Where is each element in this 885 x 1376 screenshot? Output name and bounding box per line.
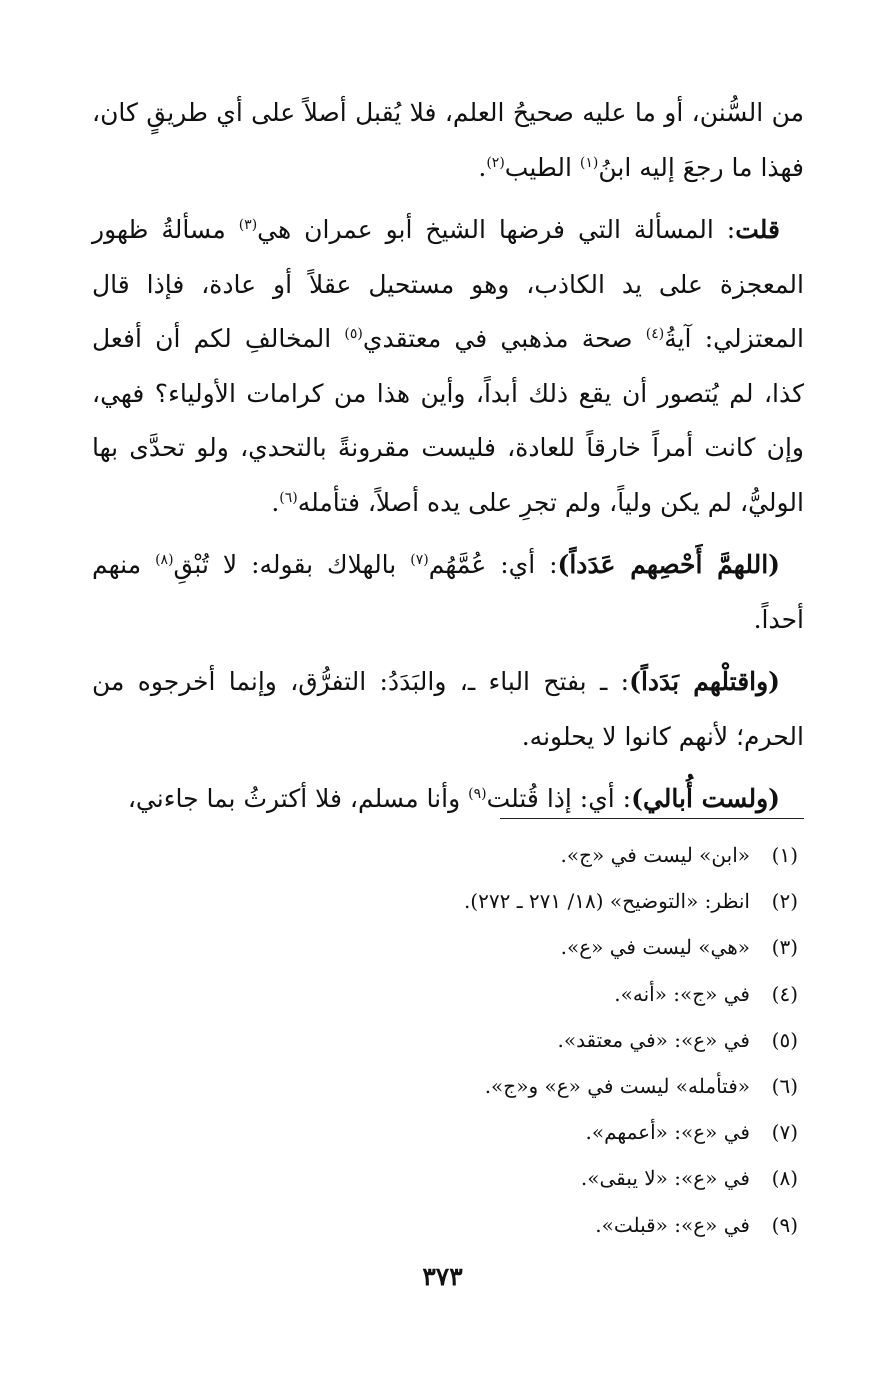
footnote-item <box>92 1202 798 1248</box>
footnote-number: (٥) <box>771 1027 798 1052</box>
bold-lead-text: (ولست أُبالي) <box>631 784 780 813</box>
footnote-number: (١) <box>771 843 798 867</box>
footnote-text: في «ع»: «أعمهم». <box>585 1120 750 1145</box>
text-run: . <box>478 152 487 182</box>
text-run: صحة مذهبي في معتقدي <box>362 324 646 353</box>
footnote-number: (٦) <box>771 1074 798 1099</box>
paragraph <box>92 203 804 530</box>
footnote-item <box>92 1017 798 1063</box>
footnote-item <box>92 878 798 924</box>
footnote-number: (٤) <box>771 981 798 1006</box>
footnote-item <box>92 832 798 878</box>
footnote-separator <box>500 818 804 819</box>
paragraph <box>92 655 804 764</box>
bold-lead-text: (اللهمَّ أَحْصِهم عَدَداً) <box>557 550 780 579</box>
footnote-marker: (٩) <box>468 786 487 802</box>
footnote-item <box>92 1109 798 1155</box>
footnote-number: (٣) <box>771 935 798 960</box>
text-run: مسألةُ ظهور المعجزة على يد الكاذب، وهو مستحيل عقلاً أو عادة، فإذا قال المعتزلي: آيةُ <box>92 215 805 353</box>
text-run: : المسألة التي فرضها الشيخ أبو عمران هي <box>257 215 736 244</box>
footnote-text: «ابن» ليست في «ج». <box>560 843 750 867</box>
footnote-marker: (٥) <box>344 326 363 342</box>
text-run: : أي: عُمَّهُم <box>428 550 558 579</box>
paragraph <box>92 538 804 647</box>
footnote-number: (٧) <box>771 1120 798 1145</box>
footnote-number: (٩) <box>771 1212 798 1237</box>
footnote-item <box>92 1063 798 1109</box>
footnote-number: (٢) <box>771 889 798 914</box>
footnote-marker: (٣) <box>238 217 258 233</box>
text-run: : ـ بفتح الباء ـ، والبَدَدُ: التفرُّق، وإنما أخرجوه من الحرم؛ لأنهم كانوا لا يحلونه. <box>92 667 804 751</box>
bold-lead-text: قلت <box>735 215 781 244</box>
text-run: بالهلاك بقوله: لا تُبْقِ <box>173 550 411 579</box>
footnote-item <box>92 924 798 970</box>
main-text <box>92 86 804 827</box>
footnote-number: (٨) <box>771 1166 798 1191</box>
footnote-text: انظر: «التوضيح» (١٨/ ٢٧١ ـ ٢٧٢). <box>463 889 750 914</box>
footnote-marker: (٤) <box>645 326 665 342</box>
text-run: منهم أحداً. <box>92 550 804 634</box>
footnote-marker: (١) <box>579 154 599 171</box>
footnote-item <box>92 1155 798 1201</box>
text-run: وأنا مسلم، فلا أكترثُ بما جاءني، <box>127 784 469 813</box>
footnote-text: في «ج»: «أنه». <box>614 981 750 1006</box>
page-number: ٣٧٣ <box>422 1262 463 1291</box>
text-run: : أي: إذا قُتلت <box>486 784 632 813</box>
text-run: من السُّنن، أو ما عليه صحيحُ العلم، فلا يُقبل أصلاً على أي طريقٍ كان، فهذا ما رجعَ إليه ابنُ <box>92 98 804 182</box>
text-run: . <box>271 487 280 517</box>
footnote-text: في «ع»: «في معتقد». <box>557 1027 750 1052</box>
footnote-text: في «ع»: «قبلت». <box>595 1212 750 1237</box>
footnote-text: في «ع»: «لا يبقى». <box>580 1166 750 1191</box>
bold-lead-text: (واقتلْهم بَدَداً) <box>629 667 780 696</box>
footnote-marker: (٨) <box>155 552 174 568</box>
footnote-text: «هي» ليست في «ع». <box>560 935 750 960</box>
footnote-text: «فتأمله» ليست في «ع» و«ج». <box>484 1074 750 1099</box>
paragraph <box>92 86 804 195</box>
footnote-marker: (٢) <box>486 154 505 171</box>
text-run: الطيب <box>504 152 580 182</box>
text-run: المخالفِ لكم أن أفعل كذا، لم يُتصور أن يقع ذلك أبداً، وأين هذا من كرامات الأولياء؟ فهي، وإن كانت أمراً خارقاً للعادة، فليست مقرونةً بالتحدي، ولو تحدَّى بها الوليُّ، لم يكن ولياً، ولم تجرِ على يده أصلاً، فتأمله <box>92 324 804 517</box>
footnotes-list <box>92 832 798 1248</box>
footnote-marker: (٦) <box>279 489 298 506</box>
footnote-item <box>92 971 798 1017</box>
footnote-marker: (٧) <box>410 552 429 568</box>
